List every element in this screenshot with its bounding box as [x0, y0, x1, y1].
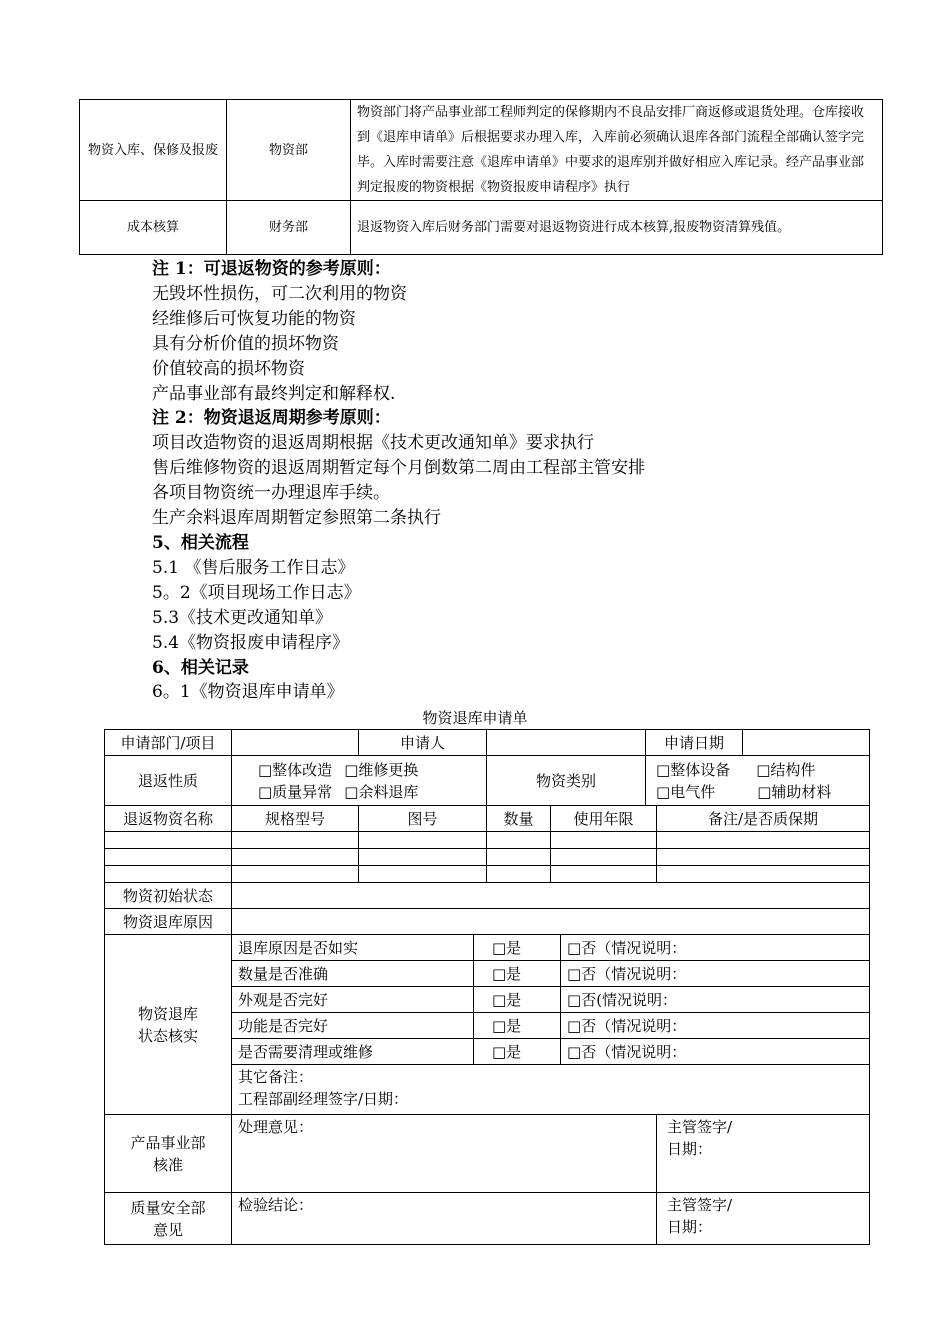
col-header: 退返物资名称	[105, 806, 232, 832]
return-reason-field[interactable]	[232, 909, 870, 935]
pd-label-line: 核准	[152, 1155, 183, 1174]
checkbox-no[interactable]: □否（情况说明：	[561, 1039, 870, 1065]
apply-dept-field[interactable]	[232, 730, 359, 756]
notes-section	[152, 257, 645, 705]
table-row	[80, 201, 883, 255]
mgr-sign-label: 主管签字/	[667, 1196, 733, 1214]
item-cell[interactable]	[105, 832, 232, 849]
list-item: 价值较高的损坏物资	[152, 358, 305, 379]
col-header: 图号	[359, 806, 487, 832]
list-item: 具有分析价值的损坏物资	[152, 333, 339, 354]
date-label: 日期：	[667, 1218, 713, 1236]
list-item: 产品事业部有最终判定和解释权.	[152, 383, 396, 404]
form-title: 物资退库申请单	[422, 709, 528, 727]
list-item: 售后维修物资的退返周期暂定每个月倒数第二周由工程部主管安排	[152, 458, 645, 479]
item-cell[interactable]	[359, 849, 487, 866]
step-cell: 物资入库、保修及报废	[80, 100, 227, 201]
checkbox-auxiliary-material[interactable]: □辅助材料	[757, 782, 832, 801]
item-cell[interactable]	[487, 832, 551, 849]
check-question: 外观是否完好	[232, 987, 474, 1013]
step-cell: 成本核算	[80, 201, 227, 255]
qa-conclusion-field[interactable]	[232, 1193, 657, 1245]
applicant-label: 申请人	[359, 730, 487, 756]
list-item: 各项目物资统一办理退库手续。	[152, 483, 390, 504]
list-item: 5.1 《售后服务工作日志》	[152, 557, 355, 578]
other-remarks-label: 其它备注：	[238, 1068, 314, 1086]
checkbox-repair-replace[interactable]: □维修更换	[344, 760, 419, 779]
item-cell[interactable]	[105, 849, 232, 866]
item-cell[interactable]	[232, 849, 359, 866]
list-item: 5.4《物资报废申请程序》	[152, 632, 350, 653]
checkbox-electrical-part[interactable]: □电气件	[656, 782, 716, 801]
return-reason-label: 物资退库原因	[105, 909, 232, 935]
checkbox-whole-renovation[interactable]: □整体改造	[258, 760, 333, 779]
checkbox-yes[interactable]: □是	[474, 935, 561, 961]
pd-approval-label	[105, 1115, 232, 1193]
return-nature-options	[232, 756, 487, 806]
table-row	[105, 730, 870, 756]
item-cell[interactable]	[657, 849, 870, 866]
check-row	[105, 935, 870, 961]
item-cell[interactable]	[359, 832, 487, 849]
table-row	[105, 883, 870, 909]
list-item: 经维修后可恢复功能的物资	[152, 308, 356, 329]
check-question: 功能是否完好	[232, 1013, 474, 1039]
checkbox-surplus-return[interactable]: □余料退库	[344, 782, 419, 801]
qa-label-line: 质量安全部	[130, 1198, 206, 1217]
qa-opinion-label	[105, 1193, 232, 1245]
verify-label	[105, 935, 232, 1115]
checkbox-no[interactable]: □否（情况说明：	[561, 1013, 870, 1039]
date-label: 日期：	[667, 1140, 713, 1158]
col-header: 规格型号	[232, 806, 359, 832]
return-request-form	[104, 729, 870, 1245]
table-row	[80, 100, 883, 201]
note2-title: 注 2：物资退返周期参考原则：	[152, 408, 391, 429]
item-cell[interactable]	[359, 866, 487, 883]
desc-cell: 退返物资入库后财务部门需要对退返物资进行成本核算,报废物资清算残值。	[351, 201, 883, 255]
initial-state-label: 物资初始状态	[105, 883, 232, 909]
eng-sign-label: 工程部副经理签字/日期：	[238, 1090, 409, 1108]
pd-label-line: 产品事业部	[130, 1133, 206, 1152]
list-item: 项目改造物资的退返周期根据《技术更改通知单》要求执行	[152, 433, 594, 454]
checkbox-structural-part[interactable]: □结构件	[756, 760, 816, 779]
return-nature-label: 退返性质	[105, 756, 232, 806]
qa-sign-field[interactable]	[657, 1193, 870, 1245]
item-cell[interactable]	[657, 832, 870, 849]
verify-label-line: 物资退库	[137, 1004, 198, 1023]
checkbox-yes[interactable]: □是	[474, 987, 561, 1013]
item-cell[interactable]	[551, 849, 657, 866]
item-cell[interactable]	[487, 866, 551, 883]
pd-opinion-field[interactable]	[232, 1115, 657, 1193]
dept-cell: 财务部	[227, 201, 351, 255]
list-item: 生产余料退库周期暂定参照第二条执行	[152, 508, 441, 529]
apply-date-label: 申请日期	[646, 730, 743, 756]
checkbox-yes[interactable]: □是	[474, 961, 561, 987]
checkbox-no[interactable]: □否（情况说明：	[561, 935, 870, 961]
checkbox-no[interactable]: □否（情况说明：	[561, 961, 870, 987]
table-row	[105, 756, 870, 806]
item-cell[interactable]	[657, 866, 870, 883]
table-row	[105, 832, 870, 849]
apply-dept-label: 申请部门/项目	[105, 730, 232, 756]
section6-title: 6、相关记录	[152, 657, 249, 678]
applicant-field[interactable]	[487, 730, 646, 756]
item-cell[interactable]	[551, 866, 657, 883]
check-question: 数量是否准确	[232, 961, 474, 987]
checkbox-quality-issue[interactable]: □质量异常	[258, 782, 333, 801]
table-row	[105, 909, 870, 935]
check-question: 是否需要清理或维修	[232, 1039, 474, 1065]
checkbox-whole-equipment[interactable]: □整体设备	[656, 760, 731, 779]
checkbox-no[interactable]: □否(情况说明：	[561, 987, 870, 1013]
list-item: 5.3《技术更改通知单》	[152, 607, 333, 628]
item-cell[interactable]	[487, 849, 551, 866]
desc-cell: 物资部门将产品事业部工程师判定的保修期内不良品安排厂商返修或退货处理。仓库接收到《退库申请单》后根据要求办理入库，入库前必须确认退库各部门流程全部确认签字完毕。入库时需要注意《退库申请单》中要求的退库别并做好相应入库记录。经产品事业部判定报废的物资根据《物资报废申请程序》执行	[351, 100, 883, 201]
item-cell[interactable]	[551, 832, 657, 849]
dept-cell: 物资部	[227, 100, 351, 201]
qa-label-line: 意见	[152, 1220, 183, 1239]
initial-state-field[interactable]	[232, 883, 870, 909]
process-table	[79, 99, 883, 255]
other-remarks-cell[interactable]	[232, 1065, 870, 1115]
col-header: 数量	[487, 806, 551, 832]
list-item: 6。1《物资退库申请单》	[152, 682, 344, 703]
table-header-row	[105, 806, 870, 832]
verify-label-line: 状态核实	[137, 1026, 198, 1045]
pd-sign-field[interactable]	[657, 1115, 870, 1193]
table-row	[105, 849, 870, 866]
item-cell[interactable]	[105, 866, 232, 883]
checkbox-yes[interactable]: □是	[474, 1013, 561, 1039]
pd-opinion-label: 处理意见：	[238, 1118, 314, 1136]
item-cell[interactable]	[232, 832, 359, 849]
mgr-sign-label: 主管签字/	[667, 1118, 733, 1136]
item-cell[interactable]	[232, 866, 359, 883]
list-item: 无毁坏性损伤，可二次利用的物资	[152, 283, 407, 304]
list-item: 5。2《项目现场工作日志》	[152, 582, 361, 603]
section5-title: 5、相关流程	[152, 532, 249, 553]
table-row	[105, 1193, 870, 1245]
material-type-options	[646, 756, 870, 806]
col-header: 使用年限	[551, 806, 657, 832]
qa-conclusion-label: 检验结论：	[238, 1196, 314, 1214]
table-row	[105, 866, 870, 883]
table-row	[105, 1115, 870, 1193]
check-question: 退库原因是否如实	[232, 935, 474, 961]
note1-title: 注 1：可退返物资的参考原则：	[152, 259, 391, 279]
checkbox-yes[interactable]: □是	[474, 1039, 561, 1065]
apply-date-field[interactable]	[743, 730, 870, 756]
material-type-label: 物资类别	[487, 756, 646, 806]
col-header: 备注/是否质保期	[657, 806, 870, 832]
